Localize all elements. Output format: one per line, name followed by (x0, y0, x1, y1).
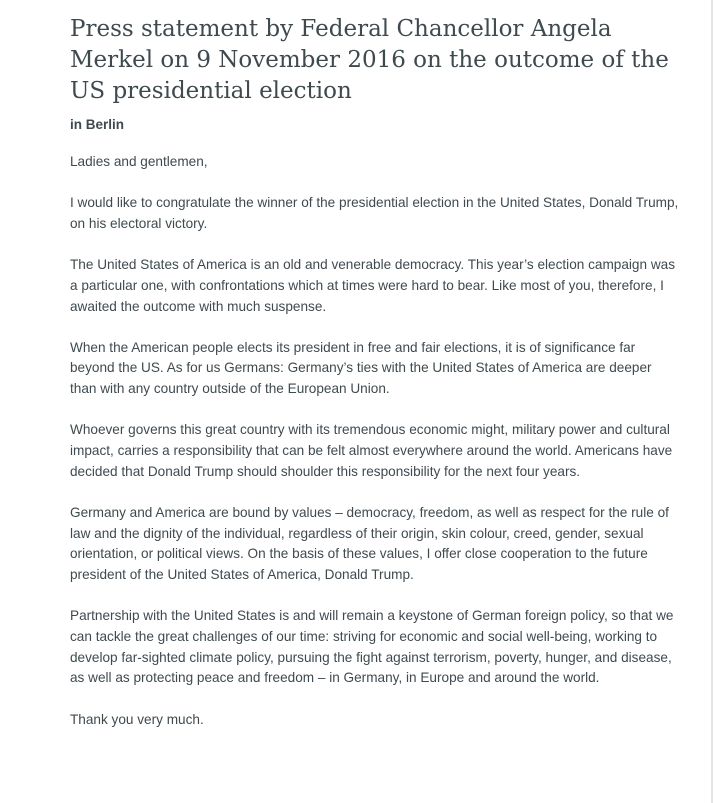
statement-body (70, 152, 680, 730)
paragraph-closing: Thank you very much. (70, 711, 204, 727)
paragraph-partnership: Partnership with the United States is and will remain a keystone of German foreign policy, so that we can tackle the great challenges of our time: striving for economic and social well-being, working to develop far-sighted climate policy, pursuing the fight against terrorism, poverty, hunger, and disease, as well as protecting peace and freedom – in Germany, in Europe and around the world. (70, 608, 674, 686)
paragraph-responsibility: Whoever governs this great country with its tremendous economic might, military power and cultural impact, carries a responsibility that can be felt almost everywhere around the world. Americans have decided that Donald Trump should shoulder this responsibility for the next four years. (70, 422, 673, 479)
location-label: in Berlin (70, 117, 125, 132)
paragraph-significance: When the American people elects its president in free and fair elections, it is of significance far beyond the US. As for us Germans: Germany’s ties with the United States of America are deeper than with any country outside of the European Union. (70, 339, 652, 397)
paragraph-democracy: The United States of America is an old and venerable democracy. This year’s election campaign was a particular one, with confrontations which at times were hard to bear. Like most of you, therefore, I awaited the outcome with much suspense. (70, 257, 675, 314)
paragraph-values: Germany and America are bound by values – democracy, freedom, as well as respect for the rule of law and the dignity of the individual, regardless of their origin, skin colour, creed, gender, sexual orientation, or political views. On the basis of these values, I offer close cooperation to the future president of the United States of America, Donald Trump. (70, 504, 669, 583)
press-statement (70, 14, 680, 751)
page-title: Press statement by Federal Chancellor Angela Merkel on 9 November 2016 on the outcome of the US presidential election (70, 16, 669, 104)
paragraph-congratulation: I would like to congratulate the winner of the presidential election in the United States, Donald Trump, on his electoral victory. (70, 195, 679, 231)
paragraph-salutation: Ladies and gentlemen, (70, 154, 208, 169)
